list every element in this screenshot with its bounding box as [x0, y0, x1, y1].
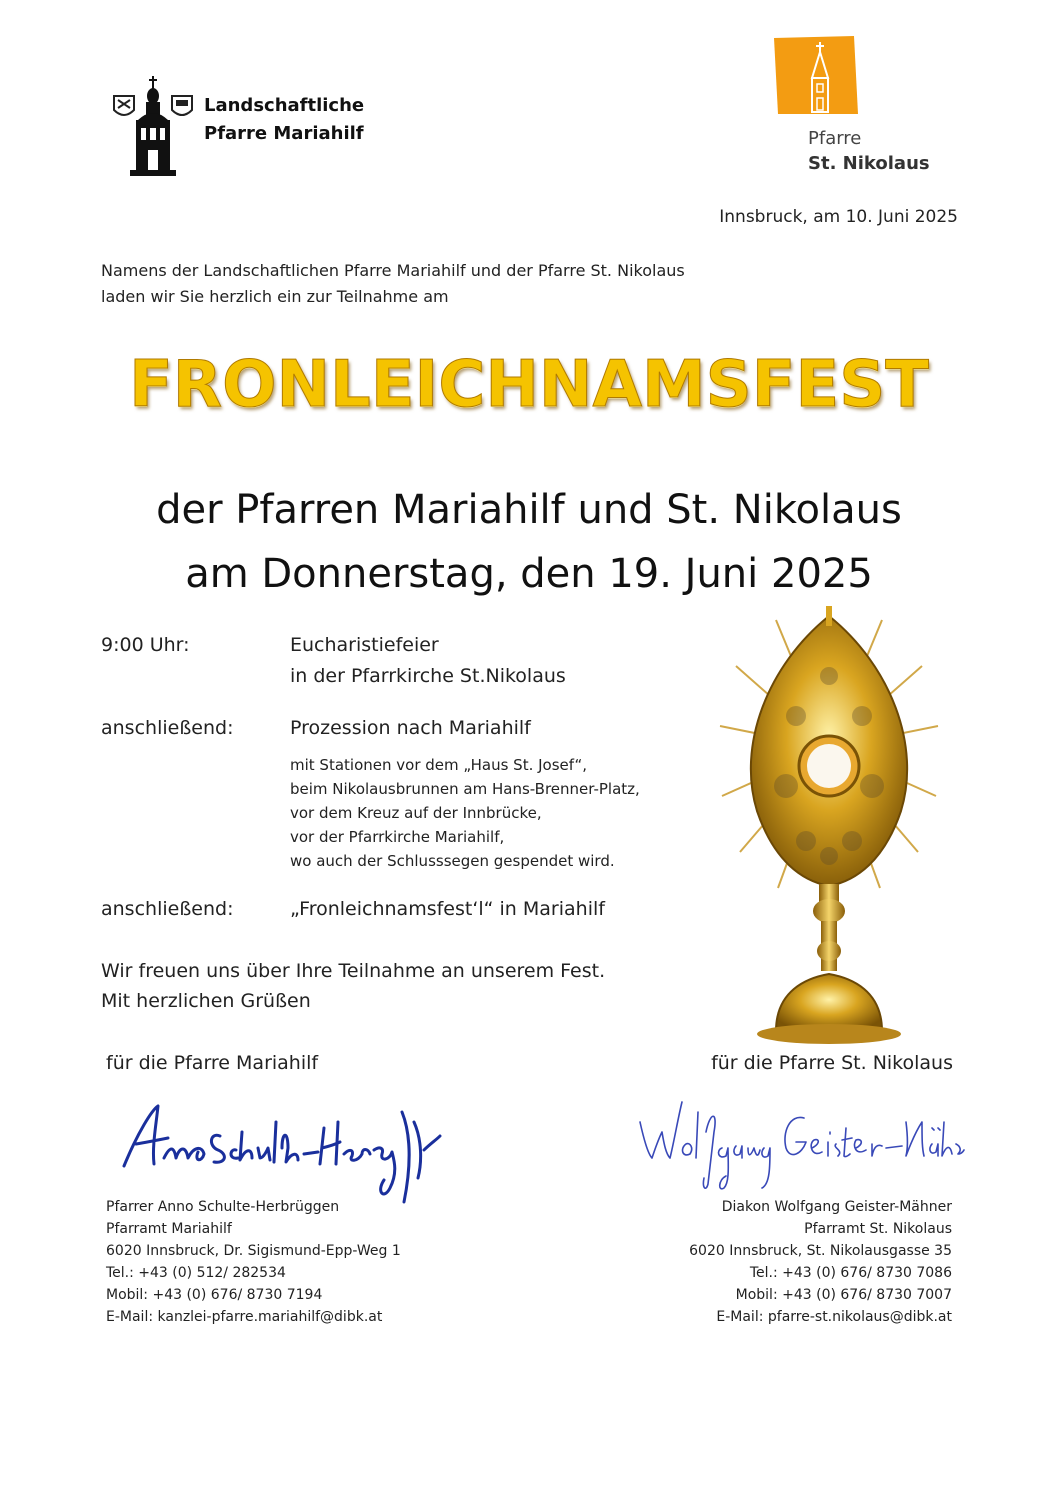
contact-left-email[interactable]: E-Mail: kanzlei-pfarre.mariahilf@dibk.at	[106, 1309, 383, 1325]
contact-mariahilf	[106, 1196, 401, 1328]
schedule-desc-2: Prozession nach Mariahilf	[290, 717, 531, 739]
station-3: vor dem Kreuz auf der Innbrücke,	[290, 804, 542, 822]
church-mariahilf-icon	[110, 72, 200, 182]
schedule-desc-3: „Fronleichnamsfest‘l“ in Mariahilf	[290, 898, 605, 920]
signature-right-label: für die Pfarre St. Nikolaus	[711, 1052, 953, 1074]
signature-wolfgang-geister-maehner	[636, 1092, 966, 1202]
schedule-desc-1-line-1: Eucharistiefeier	[290, 634, 439, 656]
station-1: mit Stationen vor dem „Haus St. Josef“,	[290, 756, 588, 774]
contact-left-office: Pfarramt Mariahilf	[106, 1221, 232, 1237]
date-line: Innsbruck, am 10. Juni 2025	[719, 207, 958, 227]
logo-mariahilf	[110, 72, 380, 182]
contact-st-nikolaus	[689, 1196, 952, 1328]
contact-right-phone: Tel.: +43 (0) 676/ 8730 7086	[749, 1265, 952, 1281]
headline: FRONLEICHNAMSFEST	[129, 348, 929, 422]
closing-line-1: Wir freuen uns über Ihre Teilnahme an unserem Fest.	[101, 960, 606, 982]
contact-left-name: Pfarrer Anno Schulte-Herbrüggen	[106, 1199, 340, 1215]
intro-line-1: Namens der Landschaftlichen Pfarre Mariahilf und der Pfarre St. Nikolaus	[101, 261, 685, 280]
monstrance-image	[716, 606, 942, 1046]
contact-left-mobile: Mobil: +43 (0) 676/ 8730 7194	[106, 1287, 323, 1303]
subtitle	[0, 478, 1058, 606]
schedule-desc-1-line-2: in der Pfarrkirche St.Nikolaus	[290, 665, 566, 687]
intro-text	[101, 258, 685, 310]
schedule-time-1: 9:00 Uhr:	[101, 634, 190, 656]
subtitle-line-1: der Pfarren Mariahilf und St. Nikolaus	[156, 487, 902, 533]
contact-right-office: Pfarramt St. Nikolaus	[804, 1221, 952, 1237]
contact-right-email[interactable]: E-Mail: pfarre-st.nikolaus@dibk.at	[716, 1309, 952, 1325]
station-2: beim Nikolausbrunnen am Hans-Brenner-Platz,	[290, 780, 640, 798]
contact-right-mobile: Mobil: +43 (0) 676/ 8730 7007	[735, 1287, 952, 1303]
signature-right-icon	[636, 1092, 966, 1202]
station-4: vor der Pfarrkirche Mariahilf,	[290, 828, 505, 846]
monstrance-icon	[716, 606, 942, 1046]
logo-left-line2: Pfarre Mariahilf	[204, 123, 364, 144]
logo-st-nikolaus	[770, 36, 950, 186]
logo-right-line1: Pfarre	[808, 128, 862, 149]
contact-right-address: 6020 Innsbruck, St. Nikolausgasse 35	[689, 1243, 952, 1259]
signature-left-label: für die Pfarre Mariahilf	[106, 1052, 319, 1074]
contact-left-address: 6020 Innsbruck, Dr. Sigismund-Epp-Weg 1	[106, 1243, 401, 1259]
logo-left-line1: Landschaftliche	[204, 95, 365, 116]
schedule-time-2: anschließend:	[101, 717, 234, 739]
closing-line-2: Mit herzlichen Grüßen	[101, 990, 311, 1012]
closing-text	[101, 956, 605, 1016]
logo-right-line2: St. Nikolaus	[808, 153, 930, 174]
church-tower-icon	[774, 36, 864, 120]
schedule-desc-1	[290, 630, 566, 692]
intro-line-2: laden wir Sie herzlich ein zur Teilnahme am	[101, 287, 449, 306]
schedule-stations	[290, 753, 640, 873]
contact-left-phone: Tel.: +43 (0) 512/ 282534	[106, 1265, 286, 1281]
signature-anno-schulte-herbrueggen	[118, 1092, 448, 1210]
contact-right-name: Diakon Wolfgang Geister-Mähner	[721, 1199, 952, 1215]
subtitle-line-2: am Donnerstag, den 19. Juni 2025	[185, 551, 873, 597]
station-5: wo auch der Schlusssegen gespendet wird.	[290, 852, 615, 870]
schedule-time-3: anschließend:	[101, 898, 234, 920]
signature-left-icon	[118, 1092, 448, 1210]
